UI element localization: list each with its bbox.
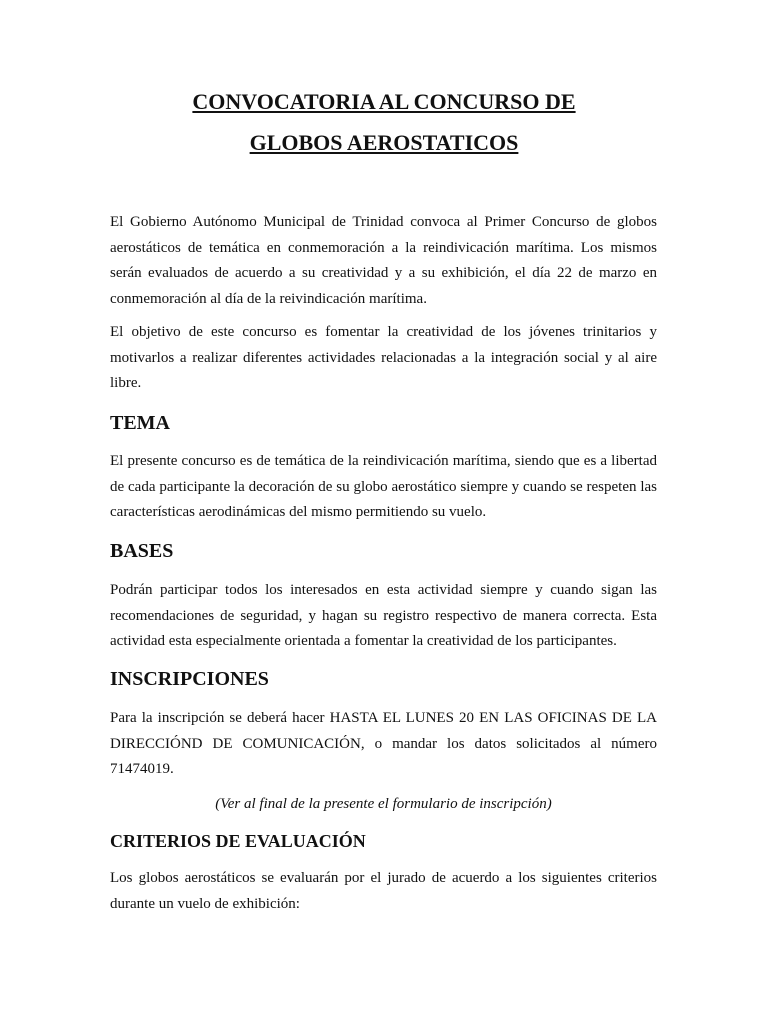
intro-paragraph-1: El Gobierno Autónomo Municipal de Trinidad convoca al Primer Concurso de globos aerostáticos de temática en conmemoración a la reindivicación marítima. Los mismos serán evaluados de acuerdo a su creatividad y a su exhibición, el día 22 de marzo en conmemoración al día de la reivindicación marítima.	[110, 214, 657, 307]
section-text-bases: Podrán participar todos los interesados en esta actividad siempre y cuando sigan las recomendaciones de seguridad, y hagan su registro respectivo de manera correcta. Esta actividad esta especialmente orientada a fomentar la creatividad de los participantes.	[110, 582, 657, 649]
section-heading-bases: BASES	[110, 540, 174, 562]
title-line-2: GLOBOS AEROSTATICOS	[249, 130, 519, 155]
section-text-tema: El presente concurso es de temática de la reindivicación marítima, siendo que es a libertad de cada participante la decoración de su globo aerostático siempre y cuando se respeten las características aerodinámicas del mismo permitiendo su vuelo.	[110, 453, 657, 520]
intro-paragraph-2: El objetivo de este concurso es fomentar la creatividad de los jóvenes trinitarios y motivarlos a realizar diferentes actividades relacionadas a la integración social y al aire libre.	[110, 324, 657, 391]
title-line-1: CONVOCATORIA AL CONCURSO DE	[192, 89, 576, 114]
section-heading-inscripciones: INSCRIPCIONES	[110, 668, 269, 690]
section-heading-criterios: CRITERIOS DE EVALUACIÓN	[110, 831, 366, 851]
section-heading-tema: TEMA	[110, 412, 170, 434]
section-text-inscripciones: Para la inscripción se deberá hacer HASTA EL LUNES 20 EN LAS OFICINAS DE LA DIRECCIÓND DE COMUNICACIÓN, o mandar los datos solicitados al número 71474019.	[110, 710, 657, 777]
section-text-criterios: Los globos aerostáticos se evaluarán por el jurado de acuerdo a los siguientes criterios durante un vuelo de exhibición:	[110, 870, 657, 912]
registration-form-note: (Ver al final de la presente el formulario de inscripción)	[215, 796, 552, 812]
